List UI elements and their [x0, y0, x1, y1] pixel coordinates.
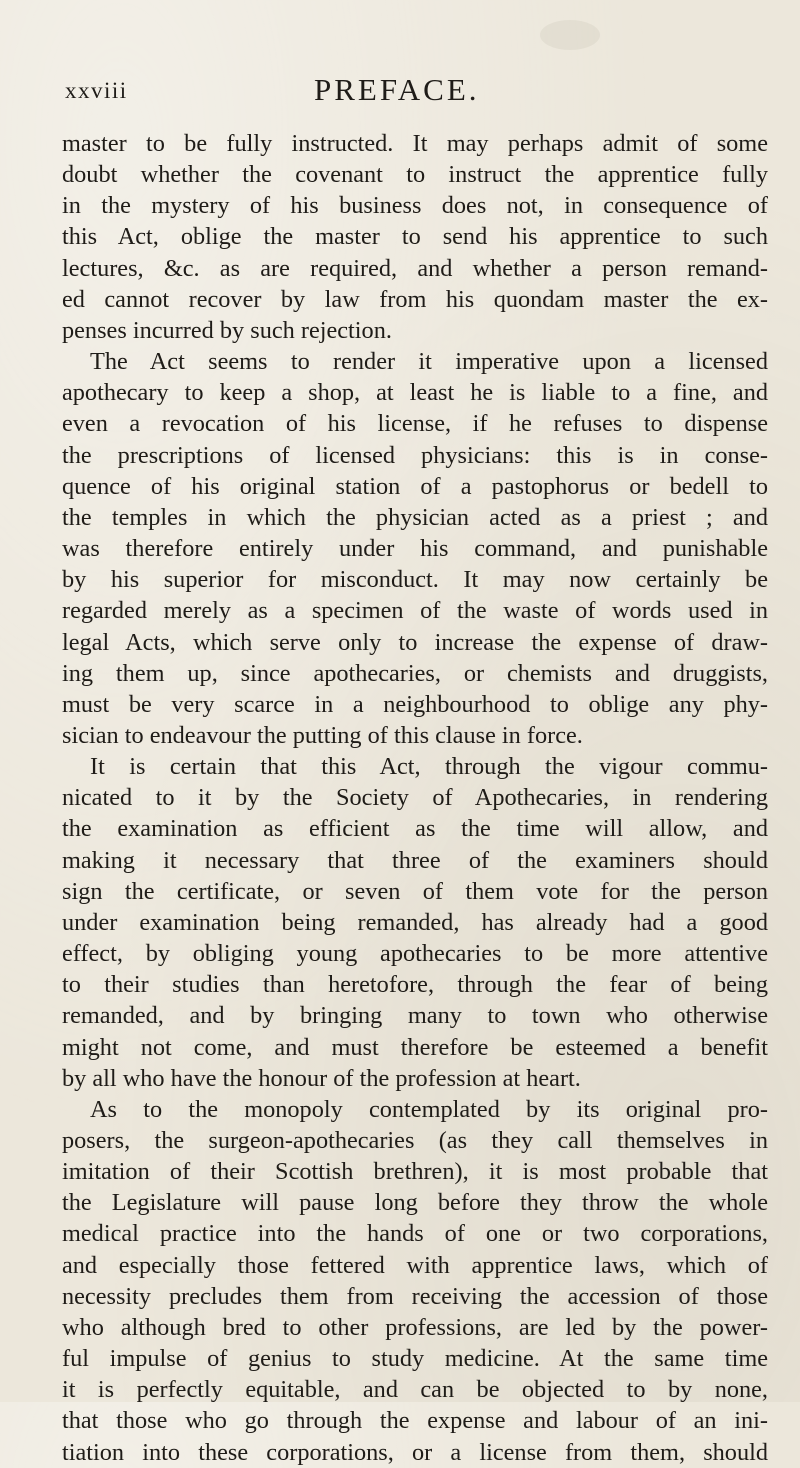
- text-line: under examination being remanded, has already had a good: [62, 908, 768, 936]
- text-line: ed cannot recover by law from his quondam master the ex-: [62, 285, 768, 313]
- text-line: medical practice into the hands of one or two corporations,: [62, 1220, 768, 1248]
- text-line: legal Acts, which serve only to increase the expense of draw-: [62, 628, 768, 656]
- text-line: and especially those fettered with apprentice laws, which of: [62, 1251, 768, 1279]
- text-line: effect, by obliging young apothecaries to be more attentive: [62, 940, 768, 968]
- text-line: the prescriptions of licensed physicians: this is in conse-: [62, 441, 768, 469]
- text-line: ing them up, since apothecaries, or chemists and druggists,: [62, 659, 768, 687]
- text-line: it is perfectly equitable, and can be objected to by none,: [62, 1376, 768, 1404]
- text-line: by his superior for misconduct. It may now certainly be: [62, 566, 768, 594]
- text-line: must be very scarce in a neighbourhood to oblige any phy-: [62, 690, 768, 718]
- text-line: ful impulse of genius to study medicine. At the same time: [62, 1345, 768, 1373]
- text-line: remanded, and by bringing many to town who otherwise: [62, 1002, 768, 1030]
- text-line: necessity precludes them from receiving the accession of those: [62, 1282, 768, 1310]
- text-line: who although bred to other professions, are led by the power-: [62, 1313, 768, 1341]
- text-line: apothecary to keep a shop, at least he is liable to a fine, and: [62, 379, 768, 407]
- text-line: posers, the surgeon-apothecaries (as they call themselves in: [62, 1127, 768, 1154]
- text-line: sign the certificate, or seven of them vote for the person: [62, 877, 768, 905]
- text-line: penses incurred by such rejection.: [62, 316, 392, 344]
- text-line: by all who have the honour of the profession at heart.: [62, 1064, 581, 1092]
- text-line: even a revocation of his license, if he refuses to dispense: [62, 410, 768, 438]
- text-line: this Act, oblige the master to send his apprentice to such: [62, 223, 768, 251]
- text-line: doubt whether the covenant to instruct the apprentice fully: [62, 161, 768, 189]
- text-line: tiation into these corporations, or a license from them, should: [62, 1438, 768, 1466]
- text-line: might not come, and must therefore be esteemed a benefit: [62, 1033, 768, 1061]
- text-line: the examination as efficient as the time will allow, and: [62, 815, 768, 843]
- text-line: in the mystery of his business does not, in consequence of: [62, 192, 768, 220]
- text-line: to their studies than heretofore, through the fear of being: [62, 971, 768, 999]
- text-line: that those who go through the expense and labour of an ini-: [62, 1407, 768, 1435]
- paragraph-start-line: The Act seems to render it imperative upon a licensed: [90, 348, 768, 376]
- text-line: master to be fully instructed. It may perhaps admit of some: [62, 130, 768, 157]
- paper-stain: [540, 20, 600, 50]
- text-line: making it necessary that three of the examiners should: [62, 846, 768, 874]
- text-line: the Legislature will pause long before they throw the whole: [62, 1189, 768, 1217]
- text-line: lectures, &c. as are required, and whether a person remand-: [62, 254, 768, 282]
- text-line: quence of his original station of a pastophorus or bedell to: [62, 472, 768, 500]
- page-number: xxviii: [65, 78, 128, 103]
- page-header: [0, 72, 800, 112]
- running-title: PREFACE.: [314, 72, 480, 107]
- paragraph-start-line: As to the monopoly contemplated by its original pro-: [90, 1095, 768, 1123]
- text-line: was therefore entirely under his command, and punishable: [62, 535, 768, 563]
- text-line: imitation of their Scottish brethren), it is most probable that: [62, 1158, 768, 1186]
- text-line: the temples in which the physician acted as a priest ; and: [62, 503, 768, 531]
- text-line: regarded merely as a specimen of the waste of words used in: [62, 597, 768, 625]
- paragraph-start-line: It is certain that this Act, through the vigour commu-: [90, 753, 768, 781]
- text-line: nicated to it by the Society of Apothecaries, in rendering: [62, 784, 768, 812]
- body-text: [62, 128, 768, 1468]
- text-line: sician to endeavour the putting of this clause in force.: [62, 721, 583, 749]
